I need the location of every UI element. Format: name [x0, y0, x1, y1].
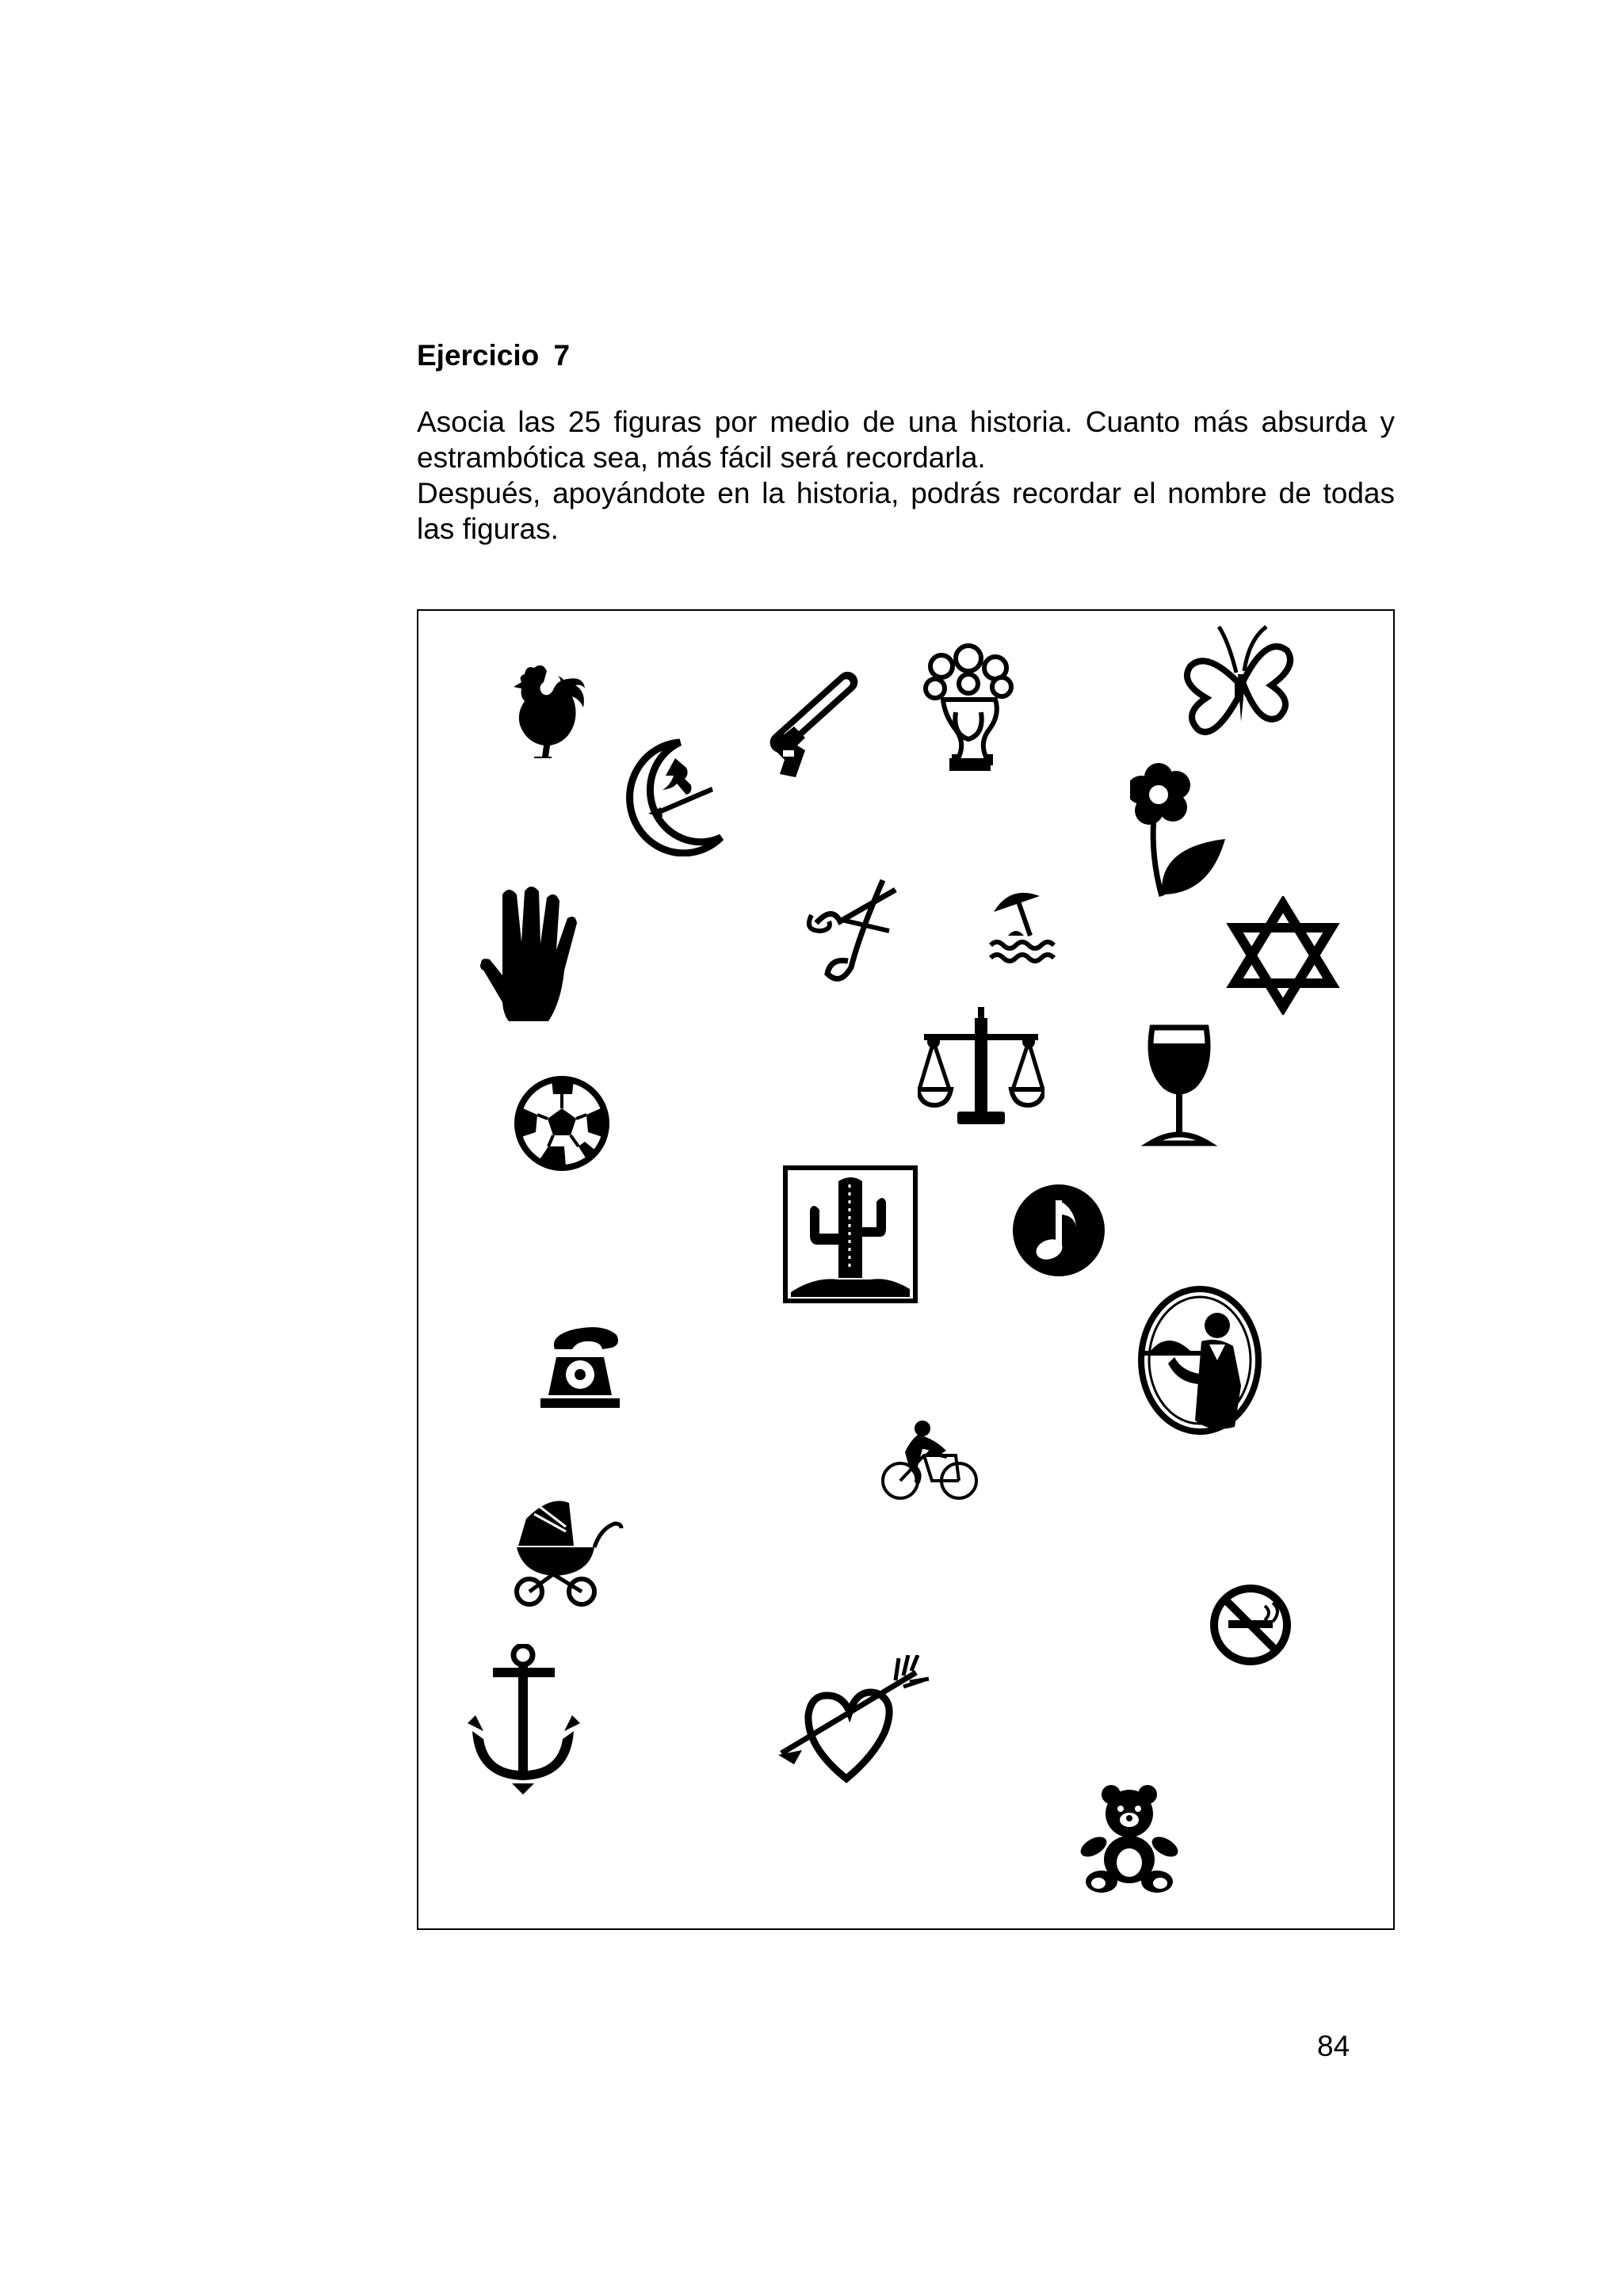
exercise-title: Ejercicio 7	[417, 339, 571, 372]
waiter-icon	[1135, 1283, 1265, 1438]
cyclist-icon	[880, 1417, 983, 1505]
page-number: 84	[1317, 2030, 1350, 2062]
flower-vase-icon	[918, 643, 1021, 777]
no-smoking-icon	[1208, 1582, 1293, 1668]
butterfly-icon	[1179, 619, 1298, 753]
teddy-bear-icon	[1078, 1783, 1181, 1894]
hand-print-icon	[479, 879, 605, 1021]
figures-box	[417, 609, 1395, 1930]
flower-icon	[1130, 761, 1233, 904]
instructions-paragraph-2: Después, apoyándote en la historia, podrás recordar el nombre de todas las figuras.	[417, 477, 1395, 545]
instructions-paragraph-1: Asocia las 25 figuras por medio de una historia. Cuanto más absurda y estrambótica sea, más fácil será recordarla.	[417, 406, 1395, 474]
beach-umbrella-icon	[987, 888, 1067, 971]
music-note-icon	[1011, 1183, 1106, 1278]
wine-glass-icon	[1140, 1023, 1219, 1150]
scissors-icon	[804, 875, 907, 986]
instructions	[417, 404, 1395, 547]
star-of-david-icon	[1224, 896, 1342, 1015]
heart-arrow-icon	[777, 1655, 932, 1787]
witch-moon-icon	[617, 738, 727, 856]
scales-icon	[918, 1007, 1044, 1134]
wrench-icon	[754, 658, 897, 793]
soccer-ball-icon	[512, 1074, 612, 1173]
anchor-icon	[464, 1644, 583, 1794]
baby-carriage-icon	[502, 1495, 624, 1609]
telephone-icon	[537, 1325, 623, 1411]
rooster-icon	[491, 658, 594, 758]
cactus-icon	[783, 1165, 918, 1303]
